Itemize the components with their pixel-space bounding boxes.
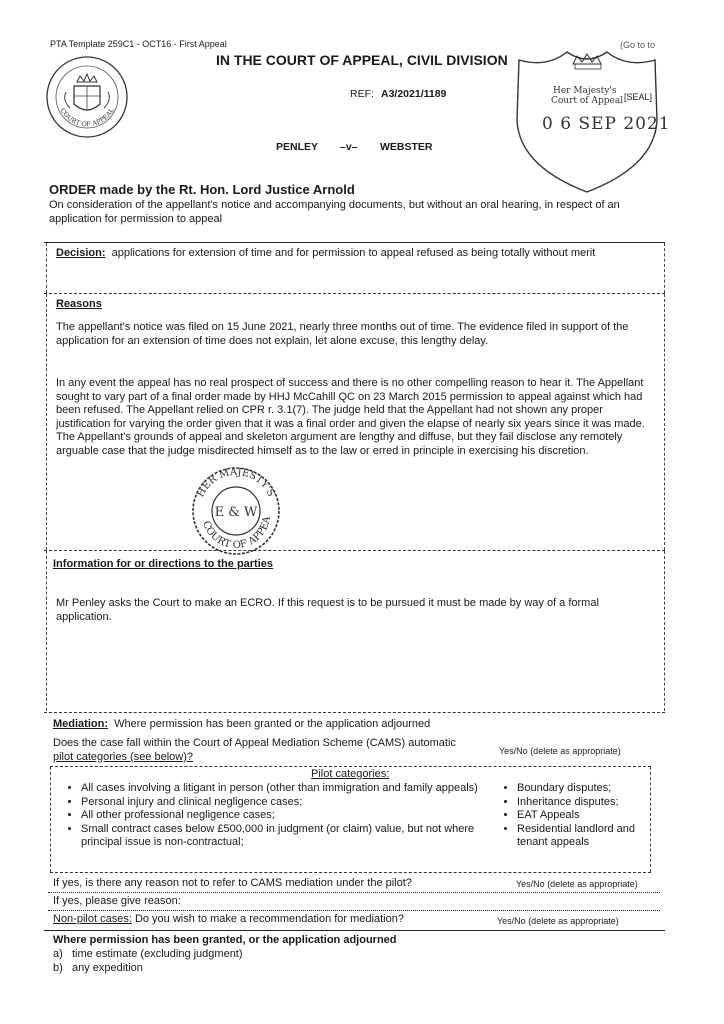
stamp-date: 0 6 SEP 2021 — [542, 114, 671, 134]
item-marker: b) — [53, 962, 63, 974]
reasons-paragraph-1: The appellant's notice was filed on 15 June 2021, nearly three months out of time. The evidence filed in support of the application for an extension of time does not explain, let alone excuse, this lengthy delay. — [56, 321, 629, 347]
pilot-category-item: • All other professional negligence cases; — [81, 809, 483, 823]
decision-text: applications for extension of time and for permission to appeal refused as being totally without merit — [111, 247, 596, 259]
permission-item-a — [53, 948, 243, 962]
if-yes-question: If yes, is there any reason not to refer to CAMS mediation under the pilot? — [53, 877, 412, 889]
divider — [650, 767, 651, 872]
divider — [44, 550, 665, 551]
court-title: IN THE COURT OF APPEAL, CIVIL DIVISION — [216, 52, 508, 68]
pilot-category-item: • Boundary disputes; — [517, 782, 649, 796]
pilot-category-item: • Residential landlord and tenant appeals — [517, 823, 649, 850]
yes-no-recommendation[interactable]: Yes/No (delete as appropriate) — [497, 916, 619, 926]
non-pilot-label: Non-pilot cases: — [53, 913, 132, 925]
divider — [48, 892, 660, 893]
information-heading: Information for or directions to the parties — [53, 558, 274, 570]
stamp-seal-tag: [SEAL] — [624, 92, 653, 102]
ref-label: REF: — [350, 88, 374, 100]
pilot-category-item: • Inheritance disputes; — [517, 796, 649, 810]
court-round-seal — [188, 466, 284, 556]
non-pilot-line — [53, 913, 404, 927]
item-text: any expedition — [71, 962, 143, 974]
pilot-categories-heading: Pilot categories: — [311, 768, 390, 780]
template-line: PTA Template 259C1 - OCT16 - First Appeal — [50, 39, 227, 49]
order-heading: ORDER made by the Rt. Hon. Lord Justice Arnold — [49, 182, 355, 197]
pilot-category-item: • Small contract cases below £500,000 in judgment (or claim) value, but not where principal issue is non-contractual; — [81, 823, 483, 850]
pilot-category-item: • Personal injury and clinical negligence cases; — [81, 796, 483, 810]
court-crest-logo — [44, 54, 130, 140]
seal-top-text: HER MAJESTY'S — [195, 466, 277, 500]
decision-label: Decision: — [56, 247, 106, 259]
permission-item-b — [53, 962, 143, 976]
divider — [44, 293, 665, 294]
svg-text:HER MAJESTY'S — [195, 467, 276, 499]
divider — [50, 767, 51, 872]
divider — [46, 551, 47, 711]
top-right-fragment: (Go to to — [620, 40, 656, 50]
divider — [48, 910, 660, 911]
divider — [50, 872, 651, 873]
crest-text: COURT OF APPEAL — [58, 106, 116, 129]
seal-bottom-text: COURT OF APPEA — [200, 515, 274, 552]
stamp-line2: Court of Appeal — [551, 96, 624, 106]
item-marker: a) — [53, 948, 63, 960]
divider — [664, 294, 665, 550]
ref-number: A3/2021/1189 — [381, 88, 447, 100]
decision-block — [56, 247, 656, 261]
appellant-name: PENLEY — [276, 141, 319, 153]
item-text: time estimate (excluding judgment) — [71, 948, 243, 960]
mediation-label-text: Where permission has been granted or the application adjourned — [114, 718, 431, 730]
mediation-label: Mediation: — [53, 718, 108, 730]
pilot-category-item: • EAT Appeals — [517, 809, 649, 823]
pilot-right-list — [499, 782, 649, 850]
divider — [664, 243, 665, 293]
divider — [44, 242, 665, 243]
versus: –v– — [340, 141, 358, 153]
yes-no-cams[interactable]: Yes/No (delete as appropriate) — [499, 746, 621, 756]
yes-no-reason[interactable]: Yes/No (delete as appropriate) — [516, 879, 638, 889]
mediation-line — [53, 718, 653, 732]
reasons-heading: Reasons — [56, 298, 102, 310]
pilot-category-item: • All cases involving a litigant in person (other than immigration and family appeals) — [81, 782, 483, 796]
permission-heading: Where permission has been granted, or the application adjourned — [53, 934, 397, 946]
mediation-question-part2: pilot categories (see below)? — [53, 750, 194, 763]
divider — [50, 766, 651, 767]
divider — [44, 930, 665, 931]
non-pilot-text: Do you wish to make a recommendation for mediation? — [134, 913, 404, 925]
pilot-left-list — [63, 782, 483, 850]
stamp-line1: Her Majesty's — [553, 86, 617, 96]
information-text: Mr Penley asks the Court to make an ECRO. If this request is to be pursued it must be made by way of a formal application. — [56, 597, 599, 623]
mediation-question — [53, 737, 493, 764]
respondent-name: WEBSTER — [380, 141, 433, 153]
mediation-question-part1: Does the case fall within the Court of Appeal Mediation Scheme (CAMS) automatic — [53, 737, 456, 749]
divider — [46, 243, 47, 293]
divider — [664, 551, 665, 711]
divider — [46, 294, 47, 550]
divider — [44, 712, 665, 713]
consideration-text: On consideration of the appellant's notice and accompanying documents, but without an oral hearing, in respect of an application for permission to appeal — [49, 199, 620, 225]
if-yes-reason: If yes, please give reason: — [53, 895, 181, 907]
reasons-paragraph-2: In any event the appeal has no real prospect of success and there is no other compelling reason to hear it. The Appellant sought to vary part of a final order made by HHJ McCahill QC on 23 March 2015 permission to appeal against which had been refused. The Appellant relied on CPR r. 3.1(7). The judge held that the Appellant had not shown any proper justification for varying the order given that it was a final order and given the elapse of nearly six years since it was made. The Appellant's grounds of appeal and skeleton argument are lengthy and diffuse, but they fail disclose any remotely arguable case that the judge misdirected himself as to the law or erred in principle in exercising his discretion. — [56, 377, 645, 457]
seal-center-text: E & W — [214, 505, 258, 520]
